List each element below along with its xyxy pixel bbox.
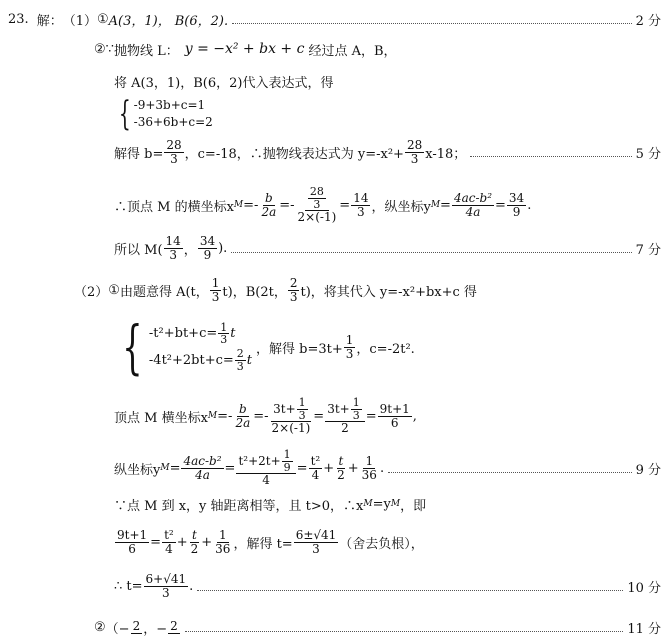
equals: = xyxy=(169,460,181,476)
frac-den: 2 xyxy=(341,421,349,436)
vertex-prefix: ∴顶点 M 的横坐标x xyxy=(114,199,234,215)
vertex-y-prefix: ，纵坐标y xyxy=(371,199,431,215)
distance-end: ，即 xyxy=(400,498,427,514)
frac-den: 6 xyxy=(128,541,136,556)
circle-1: ① xyxy=(96,11,109,27)
frac-num: 1 xyxy=(365,453,374,468)
frac-num: t² xyxy=(164,527,174,542)
frac-num: 1 xyxy=(220,320,228,334)
frac-num: 9t+1 xyxy=(379,401,410,416)
frac-den: 3 xyxy=(357,204,365,219)
line-substitute xyxy=(0,70,669,92)
line-part2-2: ② （− 2 ，− 2 11 分 xyxy=(0,612,669,642)
solve2-prefix: ，解得 b=3t+ xyxy=(256,341,343,357)
line-part2-given xyxy=(0,272,669,308)
line-vertex-y2: 纵坐标y M = $\frac{\text{4ac-b²}}{4a}$ = t²+2t+ $\frac{1}{9}$ 4 = $\frac{\text{t²}}{4}$ + $\frac{t}{2}$ + $\frac{1}{36}$ . 9 分 xyxy=(0,444,669,492)
frac-den: 3 xyxy=(170,151,178,166)
given-middle: B(2t， xyxy=(245,284,287,300)
parabola-text: 抛物线 L： xyxy=(113,43,179,59)
frac-den: 36 xyxy=(361,467,377,482)
distance-text: ∵点 M 到 x，y 轴距离相等，且 t>0，∴x xyxy=(114,498,364,514)
solve2-end: ，c=-2t². xyxy=(356,341,415,357)
frac-num: 1 xyxy=(352,396,360,410)
frac-den: 9 xyxy=(512,204,521,219)
frac-num: t² xyxy=(310,453,321,468)
substitute-text: 将 A(3，1)，B(6，2)代入表达式，得 xyxy=(114,75,334,91)
var-t: t xyxy=(230,326,236,342)
therefore-t: ∴ t= xyxy=(114,578,143,594)
equals: = xyxy=(440,197,451,213)
frac-num: 1 xyxy=(218,527,227,542)
frac-den: 9 xyxy=(283,460,291,474)
system-1 xyxy=(0,96,669,132)
plus: + xyxy=(347,460,359,476)
distance-eq: =y xyxy=(372,496,391,512)
leader-dots xyxy=(197,590,623,591)
frac-den: 3 xyxy=(220,333,228,347)
line-solve3 xyxy=(0,520,669,564)
equals: = xyxy=(296,460,308,476)
frac-num: 3t+ xyxy=(327,401,350,416)
line-vertex-x2: 顶点 M 横坐标x M =- $\frac{b}{2a}$ =- 3t+ $\frac{1}{3}$ 2×(-1) = 3t+ $\frac{1}{3}$ 2 = $\frac{9t+1}{6}$ , xyxy=(114,396,417,436)
subscript-m: M xyxy=(390,499,401,509)
system1-eq1: -9+3b+c=1 xyxy=(133,98,206,112)
frac-den: 3 xyxy=(352,408,360,422)
system2-eq1: -t²+bt+c= xyxy=(148,326,218,342)
jie-label: 解： xyxy=(36,13,63,29)
frac-num: 1 xyxy=(211,275,220,290)
frac-den: 9 xyxy=(203,247,212,262)
question-number: 23. xyxy=(8,11,29,27)
subscript-m: M xyxy=(430,200,441,210)
frac-num: 14 xyxy=(353,190,369,205)
frac-den: 3 xyxy=(162,585,170,600)
frac-num: b xyxy=(238,401,247,416)
so-prefix: 所以 M( xyxy=(114,242,163,258)
frac-num: 1 xyxy=(298,396,306,410)
subscript-m: M xyxy=(207,411,218,421)
leader-dots xyxy=(231,252,631,253)
comma: ， xyxy=(183,242,197,258)
frac-den: 3 xyxy=(345,346,354,361)
vertex-x-prefix: 顶点 M 横坐标x xyxy=(114,410,208,426)
leader-dots xyxy=(470,156,631,157)
point-a: A(3，1)， xyxy=(108,13,171,29)
solve3-middle: ，解得 t= xyxy=(233,536,293,552)
vertex-y-prefix: 纵坐标y xyxy=(114,462,161,478)
frac-num: 2 xyxy=(170,619,178,634)
part2-label: （2） xyxy=(74,284,109,300)
leader-dots xyxy=(388,472,632,473)
system2-eq2: -4t²+2bt+c= xyxy=(148,352,234,368)
frac-den: 3 xyxy=(298,408,306,422)
brace-icon: { xyxy=(122,313,143,381)
line-distance xyxy=(0,492,669,516)
frac-den: 4 xyxy=(311,467,320,482)
frac-num: 6+√41 xyxy=(145,571,187,586)
frac-num: 4ac-b² xyxy=(183,453,222,468)
plus: + xyxy=(176,534,188,550)
frac-den: 3 xyxy=(410,151,419,166)
subscript-m: M xyxy=(363,499,373,509)
neg-root-note: （舍去负根）， xyxy=(339,536,424,552)
frac-num: 6±√41 xyxy=(295,527,337,542)
frac-den: 3 xyxy=(211,289,220,304)
equals: = xyxy=(495,197,506,213)
var-t: t xyxy=(246,352,253,368)
given-prefix: 由题意得 A(t， xyxy=(119,284,209,300)
line-so-m xyxy=(0,230,669,266)
eq-minus: =- xyxy=(243,197,259,213)
equals: = xyxy=(150,534,162,550)
frac-den: 6 xyxy=(390,415,399,430)
score-10: 10 分 xyxy=(627,580,661,596)
frac-den: 2a xyxy=(261,204,277,219)
equals: = xyxy=(224,460,236,476)
frac-num: t xyxy=(192,527,197,542)
score-5: 5 分 xyxy=(635,146,661,162)
circle-2: ② xyxy=(94,41,106,57)
frac-den: 2 xyxy=(337,467,345,482)
frac-den: 2×(-1) xyxy=(271,421,311,436)
frac-num: 34 xyxy=(199,233,216,248)
frac-num: t²+2t+ xyxy=(238,453,281,468)
circle-2: ② xyxy=(94,619,106,635)
frac-den: 3 xyxy=(289,289,298,304)
score-7: 7 分 xyxy=(635,242,661,258)
circle-1: ① xyxy=(108,282,120,298)
point-b: B(6，2). xyxy=(174,13,229,29)
system-2 xyxy=(0,312,669,382)
line-parabola xyxy=(0,38,669,60)
partial-expression: （− xyxy=(105,621,130,637)
plus: + xyxy=(323,460,335,476)
parabola-equation: y = −x² + bx + c xyxy=(184,41,305,57)
frac-num: t xyxy=(338,453,344,468)
plus: + xyxy=(201,534,213,550)
equals: = xyxy=(313,408,325,424)
frac-num: 34 xyxy=(508,190,525,205)
passes-text: 经过点 A，B， xyxy=(308,43,397,59)
frac-den: 4a xyxy=(195,467,210,482)
eq-minus: =- xyxy=(253,408,269,424)
solve1-middle: ，c=-18，∴抛物线表达式为 y=-x²+ xyxy=(184,146,404,162)
frac-num: 1 xyxy=(345,332,354,347)
subscript-m: M xyxy=(233,200,244,210)
part1-label: （1） xyxy=(62,13,97,29)
system1-eq2: -36+6b+c=2 xyxy=(133,115,213,129)
given-end: t)，将其代入 y=-x²+bx+c 得 xyxy=(300,284,477,300)
leader-dots xyxy=(232,23,632,24)
frac-den: 2 xyxy=(190,541,199,556)
frac-den: 3 xyxy=(312,541,320,556)
frac-num: 28 xyxy=(406,137,423,152)
frac-den: 3 xyxy=(169,247,177,262)
frac-den: 36 xyxy=(215,541,231,556)
eq-minus: =- xyxy=(217,408,233,424)
line-part1-points xyxy=(0,8,669,30)
frac-num: 2 xyxy=(236,347,244,360)
equals: = xyxy=(339,197,351,213)
frac-num: 28 xyxy=(166,137,182,152)
frac-den: 4a xyxy=(465,204,481,219)
so-end: ). xyxy=(218,240,228,256)
frac-den: 3 xyxy=(236,359,244,373)
score-2: 2 分 xyxy=(635,13,661,29)
brace-icon: { xyxy=(118,94,131,134)
frac-den: 2×(-1) xyxy=(297,210,337,225)
eq-minus: =- xyxy=(279,197,295,213)
solve1-end: x-18； xyxy=(425,146,467,162)
frac-num: b xyxy=(264,190,273,205)
frac-den: 3 xyxy=(313,197,321,211)
frac-num: 2 xyxy=(132,619,141,634)
frac-num: 4ac-b² xyxy=(453,190,493,205)
frac-num: 2 xyxy=(289,275,298,290)
frac-num: 28 xyxy=(309,185,324,199)
frac-num: 14 xyxy=(165,233,181,248)
frac-den: 4 xyxy=(165,541,173,556)
because-symbol: ∵ xyxy=(105,41,114,57)
frac-den: 2a xyxy=(235,415,251,430)
solve1-prefix: 解得 b= xyxy=(114,146,164,162)
line-vertex: ∴顶点 M 的横坐标x M =- $\frac{b}{2a}$ =- $\frac{\frac{28}{3}}{2\times(-1)}$ = $\frac{14}{3}$ ，纵坐标y M = $\frac{\text{4ac-b²}}{4a}$ = $\frac{34}{9}$ . xyxy=(114,185,532,225)
line-therefore-t: ∴ t= $\frac{6+√41}{3}$ . 10 分 xyxy=(0,566,669,606)
subscript-m: M xyxy=(160,463,170,473)
frac-num: 1 xyxy=(283,448,291,462)
frac-num: 9t+1 xyxy=(117,527,148,542)
equals: = xyxy=(365,408,377,424)
score-11: 11 分 xyxy=(627,621,661,637)
frac-num: 3t+ xyxy=(273,401,296,416)
frac-den: 4 xyxy=(262,473,270,488)
t-close: t)， xyxy=(222,284,246,300)
line-solve1 xyxy=(0,134,669,170)
score-9: 9 分 xyxy=(635,462,661,478)
